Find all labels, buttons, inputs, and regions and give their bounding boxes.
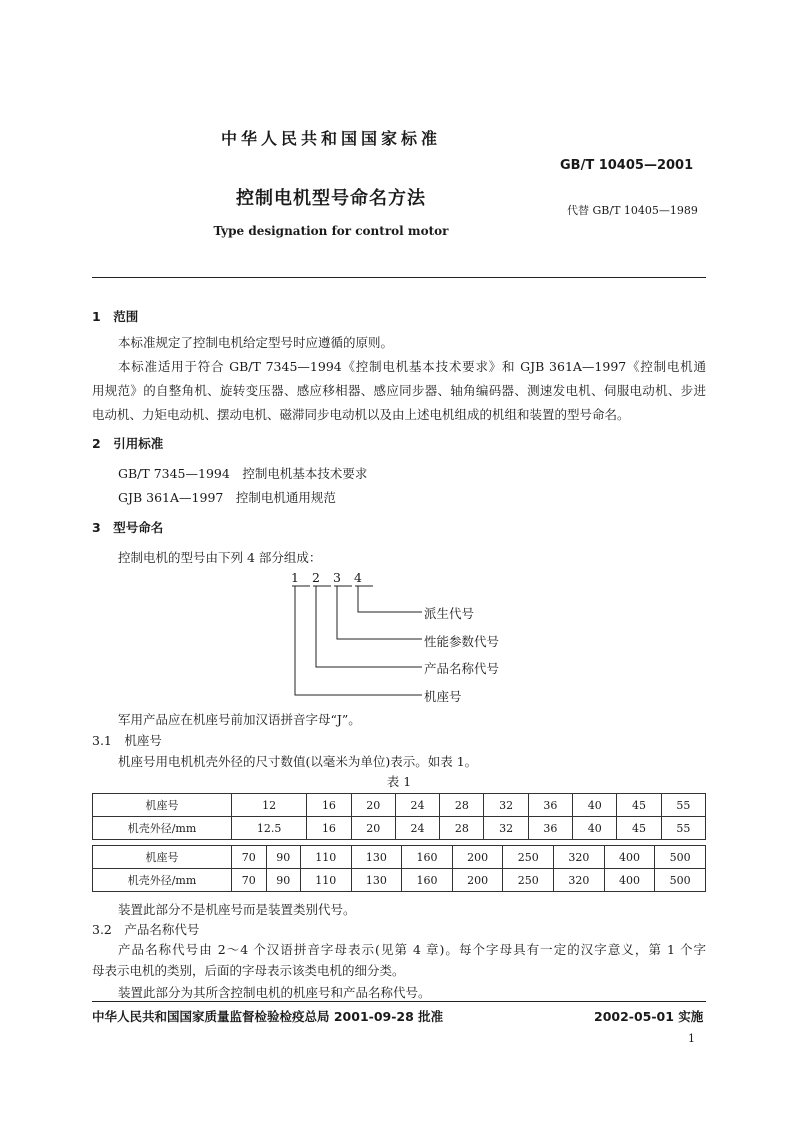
replaces-note: 代替 GB/T 10405—1989 [567,204,698,217]
table-caption: 表 1 [386,774,412,789]
leader-line-2 [316,586,422,667]
effective-date: 2002-05-01 实施 [594,1009,704,1024]
table-row [93,869,706,892]
table-row [93,846,706,869]
frame-number-cell: 36 [528,794,572,817]
digit-3: 3 [333,570,341,585]
housing-diameter-cell: 45 [617,817,661,840]
reference-1: GB/T 7345—1994 控制电机基本技术要求 [118,466,368,481]
frame-number-cell: 32 [484,794,528,817]
page-title: 控制电机型号命名方法 [236,188,426,209]
frame-number-cell: 20 [351,794,395,817]
section-3-1-text: 机座号用电机机壳外径的尺寸数值(以毫米为单位)表示。如表 1。 [118,754,478,769]
footer-divider [92,1001,706,1002]
digit-1: 1 [291,570,299,585]
table-1-part-2 [92,845,706,892]
frame-number-cell: 24 [395,794,439,817]
section-3-2-line-1: 产品名称代号由 2～4 个汉语拼音字母表示(见第 4 章)。每个字母具有一定的汉字意义，第 1 个字 [118,942,706,957]
section-1-heading: 1 范围 [92,309,139,324]
housing-diameter-cell: 320 [554,869,605,892]
reference-2: GJB 361A—1997 控制电机通用规范 [118,490,336,505]
housing-diameter-cell: 32 [484,817,528,840]
standard-number: GB/T 10405—2001 [560,158,694,173]
housing-diameter-cell: 20 [351,817,395,840]
frame-number-cell: 90 [266,846,301,869]
frame-number-cell: 28 [440,794,484,817]
label-performance-code: 性能参数代号 [424,634,500,649]
approval-line: 中华人民共和国国家质量监督检验检疫总局 2001-09-28 批准 [92,1009,444,1024]
table-1-part-1 [92,793,706,840]
housing-diameter-cell: 400 [604,869,655,892]
section-1-paragraph-1: 本标准规定了控制电机给定型号时应遵循的原则。 [118,335,394,350]
frame-number-cell: 110 [301,846,352,869]
section-1-paragraph-2-line-3: 电动机、力矩电动机、摆动电机、磁滞同步电动机以及由上述电机组成的机组和装置的型号命名。 [92,407,630,422]
housing-diameter-cell: 160 [402,869,453,892]
frame-number-cell: 250 [503,846,554,869]
section-1-paragraph-2-line-2: 用规范》的自整角机、旋转变压器、感应移相器、感应同步器、轴角编码器、测速发电机、伺服电动机、步进 [92,383,706,398]
section-3-2-line-2: 母表示电机的类别，后面的字母表示该类电机的细分类。 [92,963,405,978]
section-3-intro: 控制电机的型号由下列 4 部分组成： [118,550,322,565]
designation-bracket-lines [280,584,430,704]
housing-diameter-cell: 130 [351,869,402,892]
housing-diameter-cell: 110 [301,869,352,892]
english-title: Type designation for control motor [213,224,449,238]
page-number: 1 [688,1032,695,1045]
national-standard-header: 中华人民共和国国家标准 [220,129,441,148]
military-note: 军用产品应在机座号前加汉语拼音字母“J”。 [118,712,361,727]
row-label-frame: 机座号 [93,846,232,869]
table-row [93,794,706,817]
frame-number-cell: 45 [617,794,661,817]
device-note: 装置此部分不是机座号而是装置类别代号。 [118,902,356,917]
digit-4: 4 [354,570,362,585]
housing-diameter-cell: 24 [395,817,439,840]
housing-diameter-cell: 70 [232,869,267,892]
section-3-1-heading: 3.1 机座号 [92,733,162,748]
housing-diameter-cell: 500 [655,869,706,892]
header-divider [92,277,706,278]
frame-number-cell: 500 [655,846,706,869]
housing-diameter-cell: 12.5 [232,817,307,840]
housing-diameter-cell: 36 [528,817,572,840]
housing-diameter-cell: 90 [266,869,301,892]
row-label-frame: 机座号 [93,794,232,817]
housing-diameter-cell: 250 [503,869,554,892]
frame-number-cell: 16 [307,794,351,817]
housing-diameter-cell: 200 [452,869,503,892]
digit-2: 2 [312,570,320,585]
row-label-diameter: 机壳外径/mm [93,869,232,892]
section-3-2-paragraph-2: 装置此部分为其所含控制电机的机座号和产品名称代号。 [118,985,431,1000]
section-3-heading: 3 型号命名 [92,520,164,535]
housing-diameter-cell: 28 [440,817,484,840]
row-label-diameter: 机壳外径/mm [93,817,232,840]
housing-diameter-cell: 55 [661,817,705,840]
frame-number-cell: 200 [452,846,503,869]
label-product-name-code: 产品名称代号 [424,661,500,676]
housing-diameter-cell: 40 [573,817,617,840]
frame-number-cell: 160 [402,846,453,869]
leader-line-4 [358,586,422,612]
housing-diameter-cell: 16 [307,817,351,840]
label-frame-number: 机座号 [424,689,462,704]
table-row [93,817,706,840]
frame-number-cell: 55 [661,794,705,817]
frame-number-cell: 70 [232,846,267,869]
section-3-2-heading: 3.2 产品名称代号 [92,922,200,937]
section-1-paragraph-2-line-1: 本标准适用于符合 GB/T 7345—1994《控制电机基本技术要求》和 GJB 361A—1997《控制电机通 [118,359,706,374]
frame-number-cell: 40 [573,794,617,817]
frame-number-cell: 130 [351,846,402,869]
section-2-heading: 2 引用标准 [92,436,164,451]
frame-number-cell: 320 [554,846,605,869]
label-derivative-code: 派生代号 [424,606,475,621]
frame-number-cell: 400 [604,846,655,869]
frame-number-cell: 12 [232,794,307,817]
